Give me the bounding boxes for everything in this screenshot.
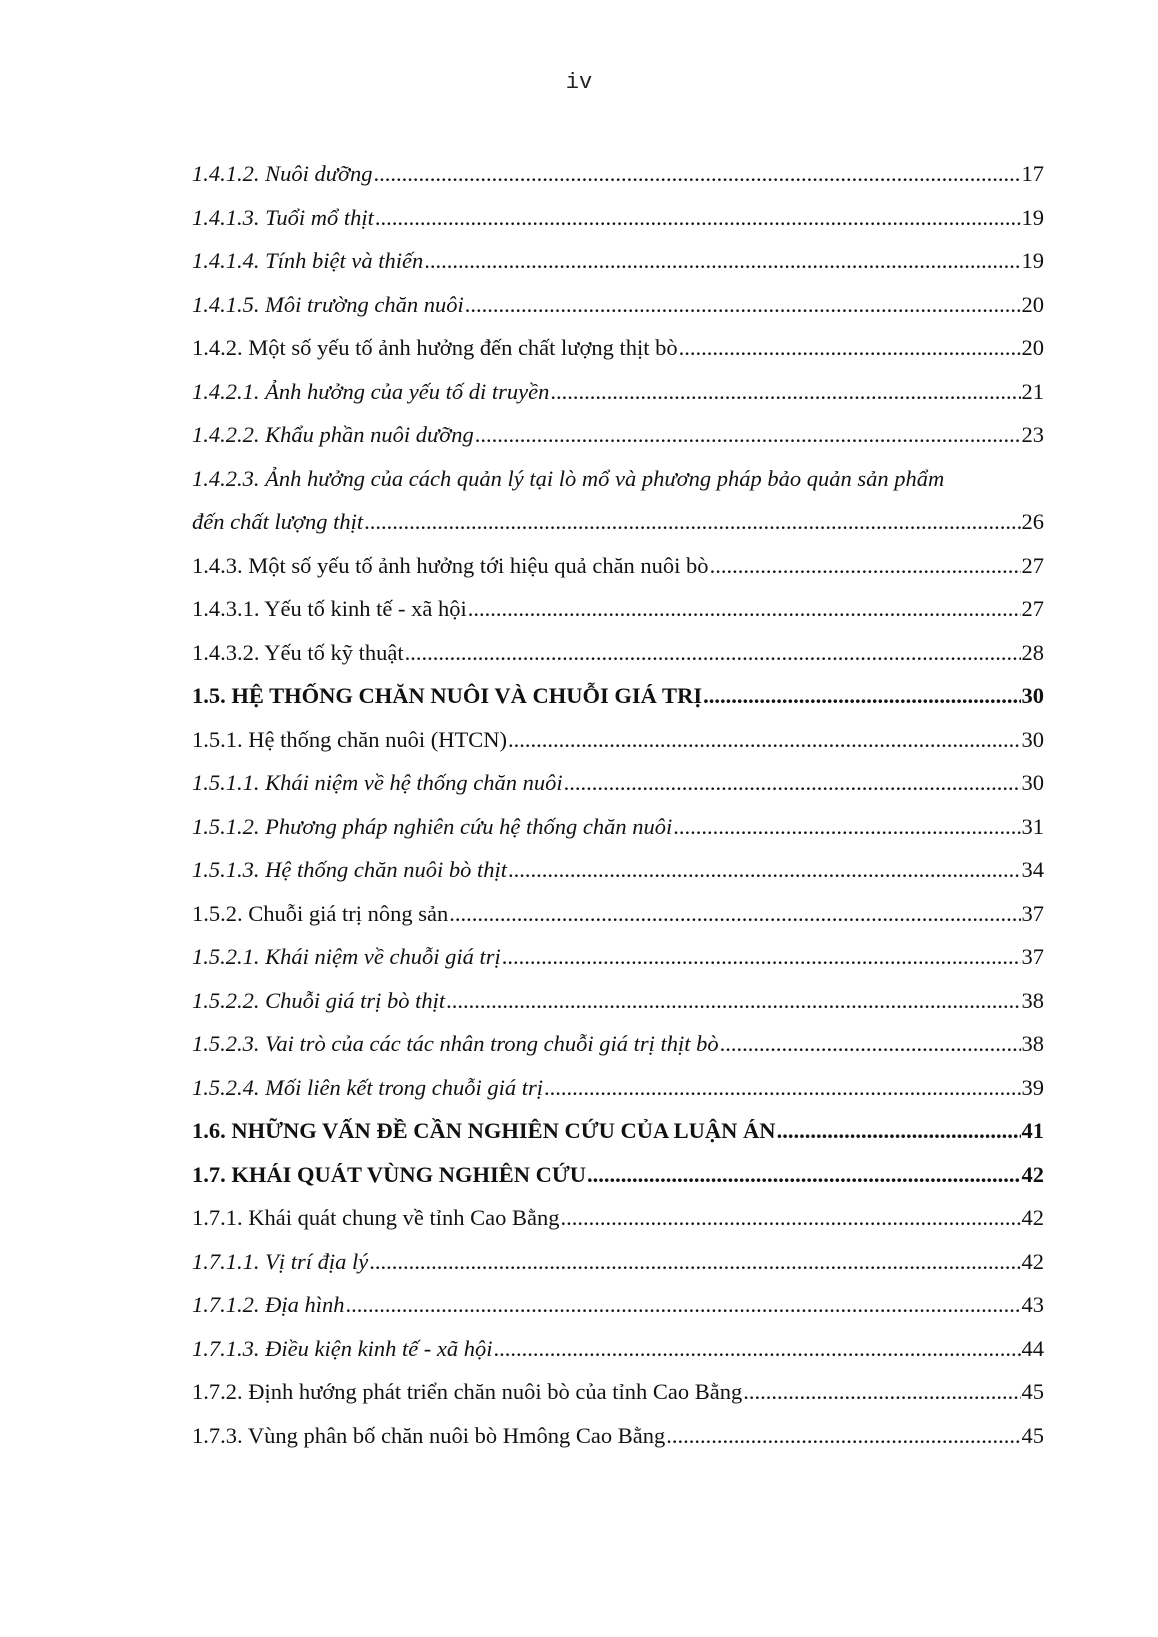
toc-entry-page: 42: [1021, 1161, 1044, 1187]
toc-entry-page: 38: [1021, 1031, 1044, 1056]
toc-entry-page: 20: [1021, 335, 1044, 360]
toc-entry[interactable]: [192, 196, 1044, 240]
toc-entry-title: 1.4.1.2. Nuôi dưỡng: [192, 161, 373, 186]
toc-entry[interactable]: [192, 457, 1044, 544]
toc-entry[interactable]: [192, 631, 1044, 675]
page-number: iv: [565, 70, 593, 95]
dot-leader: [703, 674, 1020, 718]
toc-entry-title: 1.4.1.5. Môi trường chăn nuôi: [192, 291, 464, 317]
toc-entry-page: 38: [1021, 987, 1044, 1013]
toc-entry-page: 28: [1021, 639, 1044, 665]
dot-leader: [673, 805, 1020, 849]
toc-entry-page: 44: [1021, 1335, 1044, 1361]
toc-entry-title: 1.4.1.4. Tính biệt và thiến: [192, 248, 424, 273]
dot-leader: [364, 500, 1020, 544]
toc-entry-page: 21: [1021, 378, 1044, 404]
toc-entry[interactable]: [192, 283, 1044, 327]
dot-leader: [494, 1327, 1021, 1371]
toc-entry-page: 45: [1021, 1422, 1044, 1448]
toc-entry[interactable]: [192, 1196, 1044, 1240]
toc-entry-page: 30: [1021, 770, 1044, 795]
toc-entry-page: 45: [1021, 1379, 1044, 1404]
toc-entry[interactable]: [192, 544, 1044, 588]
toc-entry-page: 42: [1021, 1205, 1044, 1230]
dot-leader: [502, 935, 1021, 979]
dot-leader: [346, 1283, 1021, 1327]
dot-leader: [710, 544, 1021, 588]
toc-entry-title: 1.7.1.3. Điều kiện kinh tế - xã hội: [192, 1335, 493, 1361]
toc-entry-title: 1.5.2.3. Vai trò của các tác nhân trong chuỗi giá trị thịt bò: [192, 1031, 719, 1056]
toc-entry[interactable]: [192, 979, 1044, 1023]
toc-entry-page: 30: [1021, 683, 1044, 708]
toc-entry-page: 41: [1021, 1118, 1044, 1143]
toc-entry-page: 19: [1021, 248, 1044, 273]
dot-leader: [374, 152, 1021, 196]
toc-entry[interactable]: [192, 1283, 1044, 1327]
toc-entry-title-line1: 1.4.2.3. Ảnh hưởng của cách quản lý tại lò mổ và phương pháp bảo quản sản phẩm: [192, 465, 945, 491]
dot-leader: [369, 1240, 1020, 1284]
toc-entry[interactable]: [192, 718, 1044, 762]
toc-entry-title: 1.4.1.3. Tuổi mổ thịt: [192, 204, 374, 230]
dot-leader: [508, 848, 1021, 892]
dot-leader: [468, 587, 1021, 631]
toc-entry-title: đến chất lượng thịt: [192, 509, 364, 534]
dot-leader: [446, 979, 1020, 1023]
toc-entry-page: 23: [1021, 422, 1044, 447]
toc-entry-page: 26: [1021, 509, 1044, 534]
toc-entry-page: 20: [1021, 291, 1044, 317]
dot-leader: [720, 1022, 1021, 1066]
toc-section-heading[interactable]: [192, 1153, 1044, 1197]
toc-entry-page: 19: [1021, 204, 1044, 230]
toc-entry[interactable]: [192, 326, 1044, 370]
dot-leader: [424, 239, 1020, 283]
toc-entry[interactable]: [192, 1240, 1044, 1284]
dot-leader: [743, 1370, 1020, 1414]
toc-entry-title: 1.5.2.4. Mối liên kết trong chuỗi giá trị: [192, 1074, 544, 1100]
toc-entry-title: 1.5.1. Hệ thống chăn nuôi (HTCN): [192, 726, 507, 752]
toc-entry-title: 1.5.2. Chuỗi giá trị nông sản: [192, 900, 449, 926]
toc-entry[interactable]: [192, 1370, 1044, 1414]
toc-entry[interactable]: [192, 587, 1044, 631]
toc-entry[interactable]: [192, 1414, 1044, 1458]
toc-entry-title: 1.6. NHỮNG VẤN ĐỀ CẦN NGHIÊN CỨU CỦA LUẬN ÁN: [192, 1118, 776, 1143]
toc-entry-page: 43: [1021, 1292, 1044, 1317]
toc-entry[interactable]: [192, 935, 1044, 979]
toc-entry-title: 1.4.3. Một số yếu tố ảnh hưởng tới hiệu quả chăn nuôi bò: [192, 552, 709, 578]
toc-entry-page: 37: [1021, 900, 1044, 926]
toc-entry-page: 42: [1021, 1248, 1044, 1274]
toc-entry-title: 1.4.3.1. Yếu tố kinh tế - xã hội: [192, 596, 467, 621]
toc-entry-page: 27: [1021, 596, 1044, 621]
toc-entry[interactable]: [192, 805, 1044, 849]
toc-entry-title: 1.5.2.2. Chuỗi giá trị bò thịt: [192, 987, 446, 1013]
dot-leader: [405, 631, 1021, 675]
toc-entry-title: 1.4.2.1. Ảnh hưởng của yếu tố di truyền: [192, 378, 550, 404]
toc-entry-title: 1.5.2.1. Khái niệm về chuỗi giá trị: [192, 944, 501, 969]
table-of-contents: [192, 152, 1044, 1457]
toc-entry-title: 1.7.3. Vùng phân bố chăn nuôi bò Hmông Cao Bằng: [192, 1422, 666, 1448]
toc-entry[interactable]: [192, 761, 1044, 805]
toc-entry-title: 1.4.2. Một số yếu tố ảnh hưởng đến chất lượng thịt bò: [192, 335, 678, 360]
toc-entry-title: 1.7. KHÁI QUÁT VÙNG NGHIÊN CỨU: [192, 1161, 586, 1187]
toc-entry-page: 31: [1021, 813, 1044, 839]
dot-leader: [777, 1109, 1021, 1153]
toc-entry[interactable]: [192, 1066, 1044, 1110]
toc-entry-title: 1.4.2.2. Khẩu phần nuôi dưỡng: [192, 422, 474, 447]
toc-entry[interactable]: [192, 152, 1044, 196]
dot-leader: [508, 718, 1021, 762]
toc-entry[interactable]: [192, 892, 1044, 936]
dot-leader: [666, 1414, 1020, 1458]
toc-entry-title: 1.7.1.1. Vị trí địa lý: [192, 1248, 369, 1274]
dot-leader: [475, 413, 1021, 457]
dot-leader: [564, 761, 1021, 805]
toc-entry[interactable]: [192, 370, 1044, 414]
dot-leader: [679, 326, 1021, 370]
toc-entry-title: 1.7.1.2. Địa hình: [192, 1292, 345, 1317]
toc-entry[interactable]: [192, 413, 1044, 457]
toc-section-heading[interactable]: [192, 674, 1044, 718]
dot-leader: [375, 196, 1021, 240]
toc-section-heading[interactable]: [192, 1109, 1044, 1153]
toc-entry[interactable]: [192, 1022, 1044, 1066]
toc-entry-page: 39: [1021, 1074, 1044, 1100]
toc-entry-title: 1.4.3.2. Yếu tố kỹ thuật: [192, 639, 404, 665]
dot-leader: [587, 1153, 1021, 1197]
toc-entry-page: 34: [1021, 857, 1044, 882]
toc-entry-page: 17: [1021, 161, 1044, 186]
toc-entry[interactable]: [192, 1327, 1044, 1371]
toc-entry-title: 1.5.1.3. Hệ thống chăn nuôi bò thịt: [192, 857, 507, 882]
dot-leader: [560, 1196, 1020, 1240]
toc-entry-page: 27: [1021, 552, 1044, 578]
toc-entry[interactable]: [192, 848, 1044, 892]
dot-leader: [550, 370, 1020, 414]
toc-entry-title: 1.5. HỆ THỐNG CHĂN NUÔI VÀ CHUỖI GIÁ TRỊ: [192, 683, 703, 708]
toc-entry-title: 1.7.2. Định hướng phát triển chăn nuôi bò của tỉnh Cao Bằng: [192, 1379, 743, 1404]
toc-entry[interactable]: [192, 239, 1044, 283]
dot-leader: [465, 283, 1021, 327]
toc-entry-page: 37: [1021, 944, 1044, 969]
dot-leader: [544, 1066, 1020, 1110]
toc-entry-title: 1.5.1.1. Khái niệm về hệ thống chăn nuôi: [192, 770, 563, 795]
toc-entry-title: 1.5.1.2. Phương pháp nghiên cứu hệ thống chăn nuôi: [192, 813, 673, 839]
toc-entry-page: 30: [1021, 726, 1044, 752]
dot-leader: [449, 892, 1020, 936]
toc-entry-title: 1.7.1. Khái quát chung về tỉnh Cao Bằng: [192, 1205, 560, 1230]
